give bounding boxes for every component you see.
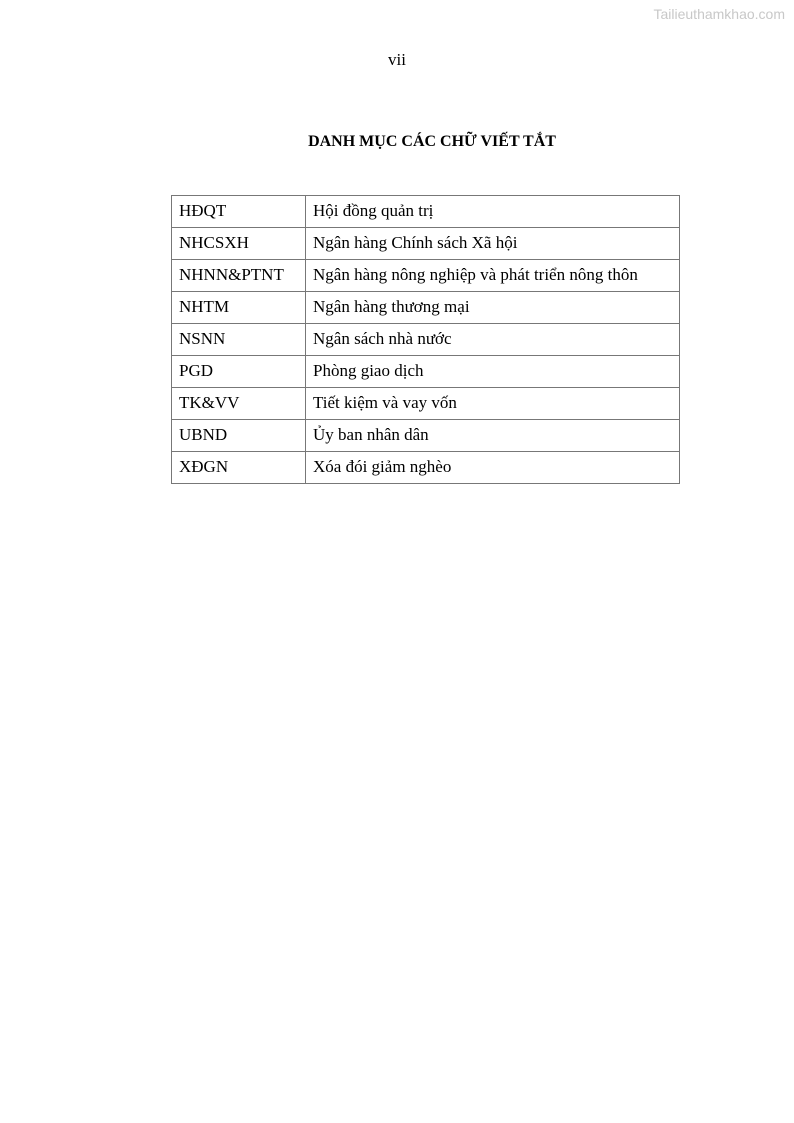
abbreviation-cell: NHNN&PTNT [172,260,306,292]
table-row [172,228,680,260]
table-row [172,292,680,324]
meaning-cell: Hội đồng quản trị [306,196,680,228]
meaning-cell: Xóa đói giảm nghèo [306,452,680,484]
meaning-cell: Ngân hàng nông nghiệp và phát triển nông thôn [306,260,680,292]
abbreviation-cell: HĐQT [172,196,306,228]
table-row [172,420,680,452]
abbreviation-cell: NHTM [172,292,306,324]
page-title: DANH MỤC CÁC CHỮ VIẾT TẮT [308,133,556,150]
abbreviation-cell: UBND [172,420,306,452]
meaning-cell: Ngân hàng Chính sách Xã hội [306,228,680,260]
meaning-cell: Ngân hàng thương mại [306,292,680,324]
meaning-cell: Ngân sách nhà nước [306,324,680,356]
abbreviation-cell: XĐGN [172,452,306,484]
abbreviation-cell: PGD [172,356,306,388]
watermark: Tailieuthamkhao.com [653,6,785,22]
abbreviation-cell: NSNN [172,324,306,356]
table-row [172,260,680,292]
table-row [172,388,680,420]
meaning-cell: Phòng giao dịch [306,356,680,388]
page-number: vii [388,50,406,69]
table-row [172,356,680,388]
table-row [172,324,680,356]
abbreviation-cell: TK&VV [172,388,306,420]
meaning-cell: Tiết kiệm và vay vốn [306,388,680,420]
meaning-cell: Ủy ban nhân dân [306,420,680,452]
table-row [172,196,680,228]
abbreviation-cell: NHCSXH [172,228,306,260]
abbreviation-table [171,195,680,484]
table-row [172,452,680,484]
